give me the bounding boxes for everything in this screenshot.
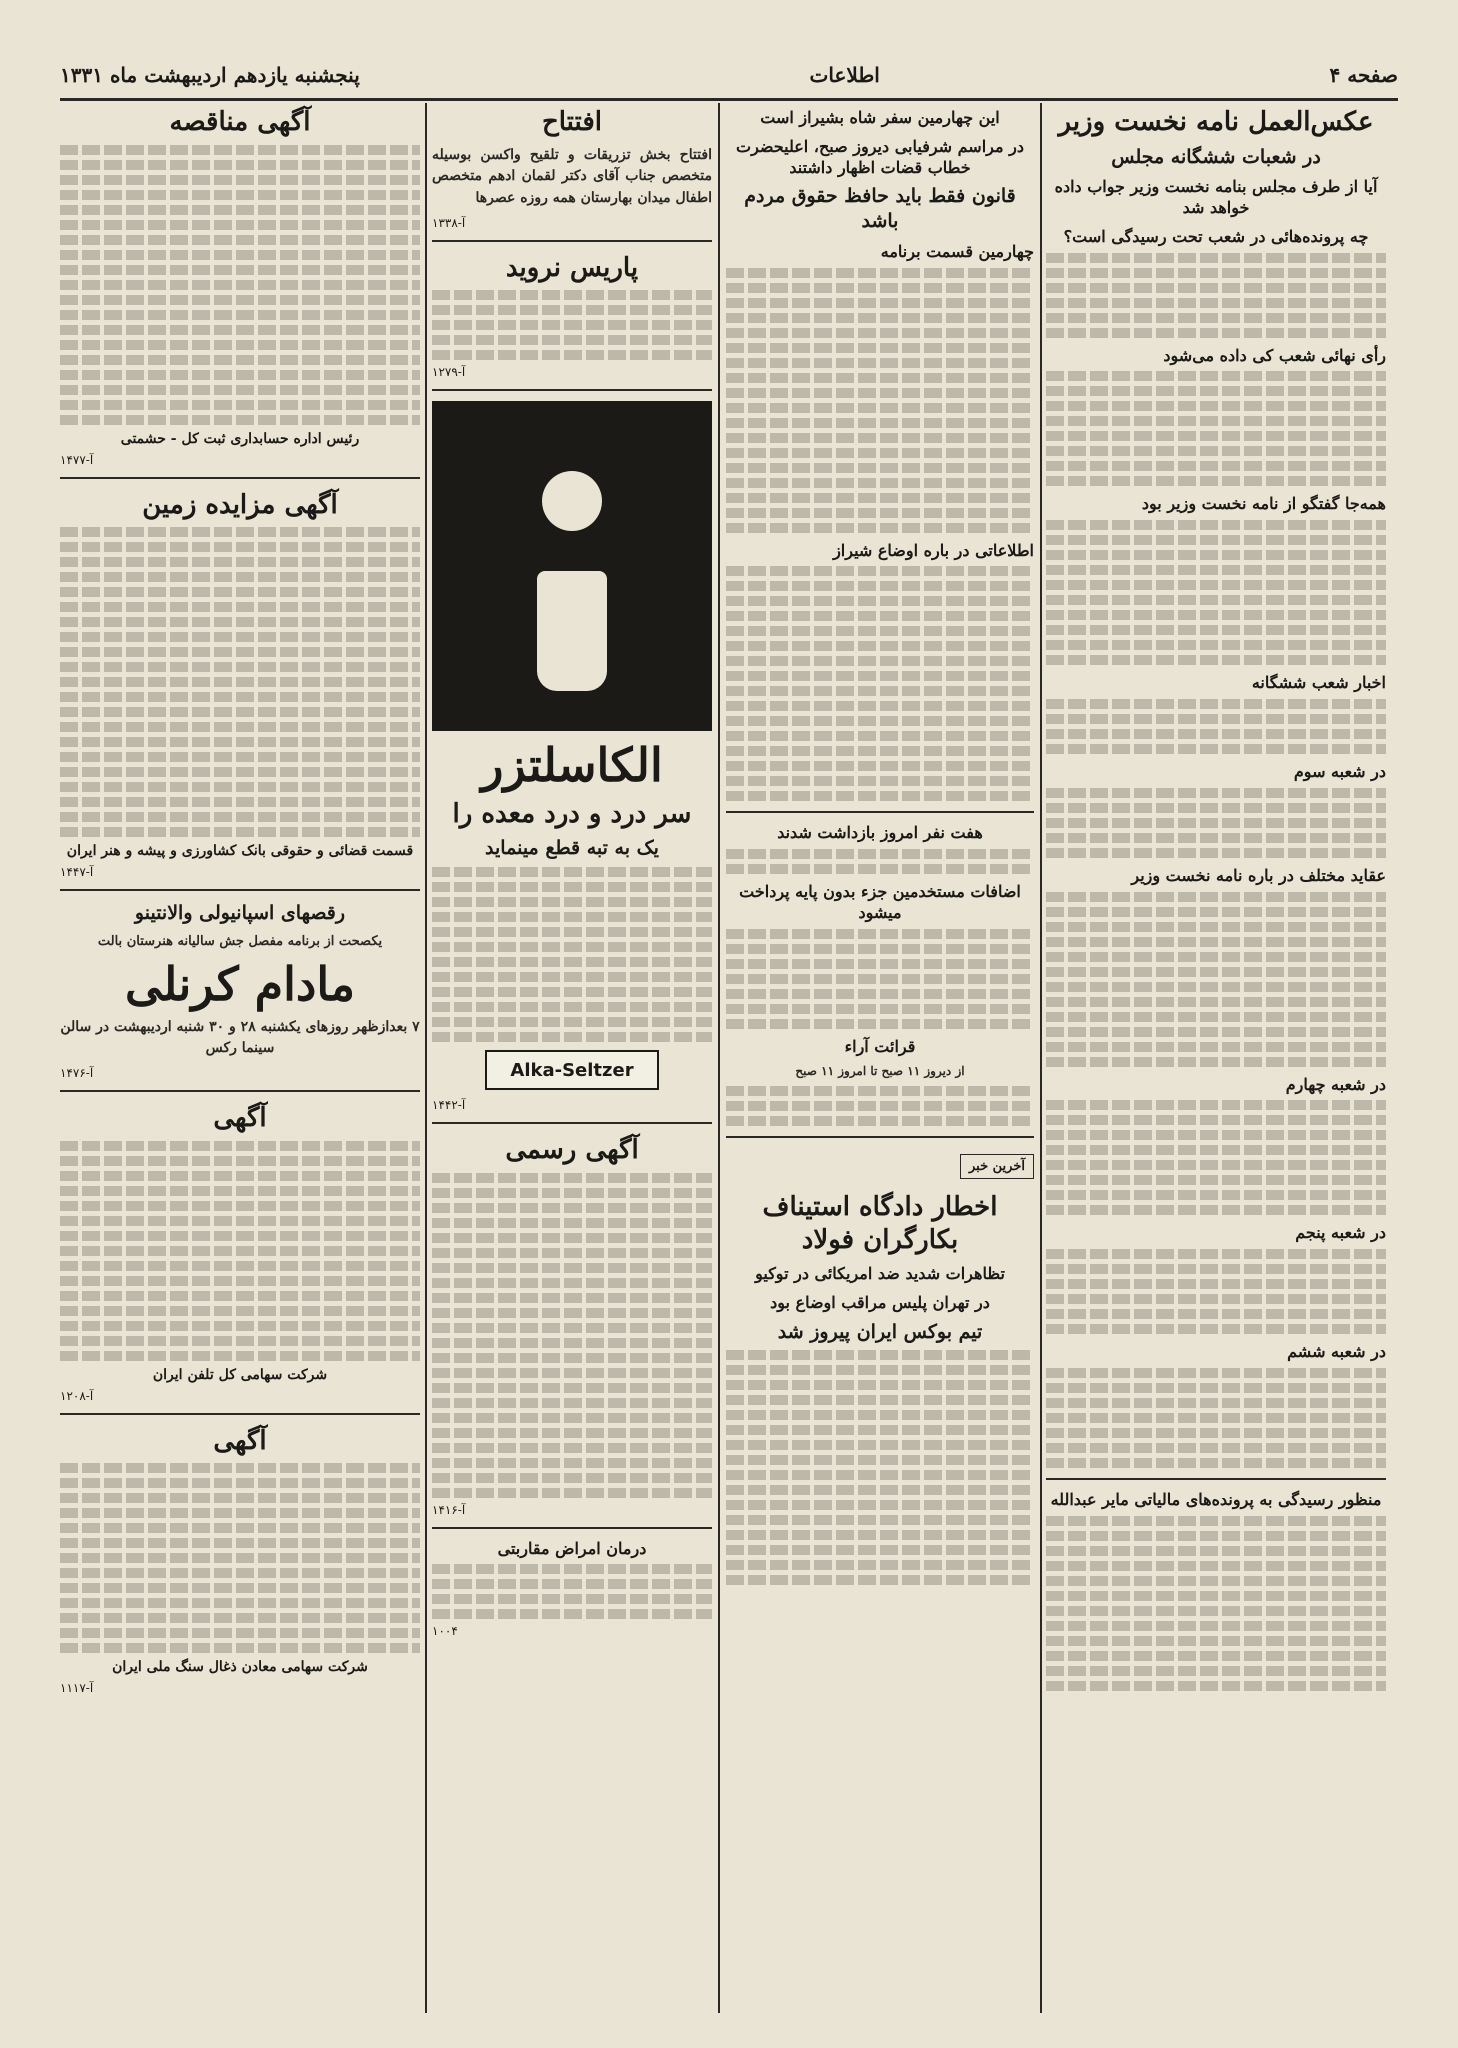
ad-heading: درمان امراض مقاربتی bbox=[497, 1538, 647, 1558]
section-heading: اضافات مستخدمین جزء بدون پایه پرداخت میشود bbox=[739, 882, 1021, 922]
kicker: این چهارمین سفر شاه بشیراز است bbox=[760, 108, 1000, 127]
ad-illustration bbox=[432, 401, 712, 731]
subheadline: تظاهرات شدید ضد امریکائی در توکیو bbox=[755, 1264, 1005, 1284]
column-divider bbox=[425, 103, 427, 2013]
performer-name: مادام کرنلی bbox=[124, 956, 356, 1011]
section-heading: در شعبه سوم bbox=[1293, 761, 1386, 781]
headline: اخطار دادگاه استیناف بکارگران فولاد bbox=[762, 1192, 998, 1255]
ad-heading: پاریس نروید bbox=[505, 252, 639, 283]
brand-slogan: سر درد و درد معده را bbox=[452, 798, 692, 829]
ad-text: ۷ بعدازظهر روزهای یکشنبه ۲۸ و ۳۰ شنبه اردیبهشت در سالن سینما رکس bbox=[60, 1018, 420, 1057]
latest-news-label: آخرین خبر bbox=[960, 1154, 1034, 1179]
section-heading: منظور رسیدگی به پرونده‌های مالیاتی مایر عبدالله bbox=[1050, 1489, 1382, 1509]
ad-code: ۱۴۷۷-آ bbox=[60, 452, 94, 467]
section-heading: چهارمین قسمت برنامه bbox=[880, 241, 1034, 261]
ad-signature: قسمت قضائی و حقوقی بانک کشاورزی و پیشه و هنر ایران bbox=[66, 843, 414, 859]
headline: در مراسم شرفیابی دیروز صبح، اعلیحضرت خطاب قضات اظهار داشتند bbox=[736, 136, 1024, 177]
question-headline-2: چه پرونده‌هائی در شعب تحت رسیدگی است؟ bbox=[1063, 226, 1369, 246]
ad-code: ۱۴۴۲-آ bbox=[432, 1098, 466, 1113]
headline: تیم بوکس ایران پیروز شد bbox=[777, 1320, 983, 1343]
masthead bbox=[60, 55, 1398, 95]
ad-heading: آگهی bbox=[213, 1425, 267, 1456]
ad-code: ۱۴۱۶-آ bbox=[432, 1502, 466, 1517]
ad-heading: افتتاح bbox=[541, 107, 603, 137]
votes-window: از دیروز ۱۱ صبح تا امروز ۱۱ صبح bbox=[795, 1063, 965, 1078]
ad-signature: شرکت سهامی کل تلفن ایران bbox=[152, 1366, 328, 1383]
ad-heading: آگهی مناقصه bbox=[169, 107, 311, 137]
ad-code: ۱۲۰۸-آ bbox=[60, 1388, 94, 1403]
ad-heading: رقصهای اسپانیولی والانتینو bbox=[134, 902, 346, 924]
ad-heading: آگهی مزایده زمین bbox=[142, 489, 338, 520]
ad-text: افتتاح بخش تزریقات و تلقیح واکسن بوسیله متخصص جناب آقای دکتر لقمان ادهم متخصص اطفال میدان بهارستان همه روزه عصرها bbox=[432, 146, 712, 206]
brand-name: الکاسلتزر bbox=[481, 738, 663, 793]
column-ads-middle bbox=[432, 100, 712, 2005]
section-heading: قرائت آراء bbox=[844, 1036, 916, 1056]
section-heading: اخبار شعب ششگانه bbox=[1251, 673, 1386, 693]
ad-heading: آگهی bbox=[213, 1103, 267, 1134]
section-heading: در شعبه چهارم bbox=[1285, 1074, 1386, 1094]
brand-slogan-2: یک به تبه قطع مینماید bbox=[485, 837, 659, 860]
section-heading: همه‌جا گفتگو از نامه نخست وزیر بود bbox=[1141, 494, 1386, 514]
headline: عکس‌العمل نامه نخست وزیر bbox=[1058, 107, 1374, 137]
ad-code: ۱۳۳۸-آ bbox=[432, 215, 466, 230]
quote-headline: قانون فقط باید حافظ حقوق مردم باشد bbox=[744, 185, 1016, 233]
ad-code: ۱۰۰۴ bbox=[432, 1624, 458, 1639]
column-ads-left bbox=[60, 100, 420, 2005]
subheadline: در شعبات ششگانه مجلس bbox=[1111, 145, 1321, 168]
paper-name: اطلاعات bbox=[809, 63, 880, 87]
ad-subheading: یکصحت از برنامه مفصل جش سالیانه هنرستان بالت bbox=[97, 933, 383, 949]
column-shah-shiraz bbox=[726, 100, 1034, 2005]
column-prime-minister bbox=[1046, 100, 1386, 2005]
column-divider bbox=[718, 103, 720, 2013]
section-heading: هفت نفر امروز بازداشت شدند bbox=[777, 823, 983, 843]
ad-heading: آگهی رسمی bbox=[505, 1135, 639, 1166]
ad-code: ۱۱۱۷-آ bbox=[60, 1681, 94, 1696]
section-heading: در شعبه پنجم bbox=[1295, 1223, 1386, 1243]
section-heading: اطلاعاتی در باره اوضاع شیراز bbox=[833, 540, 1034, 560]
product-box: Alka-Seltzer bbox=[485, 1050, 659, 1090]
ad-code: ۱۴۴۷-آ bbox=[60, 865, 94, 879]
ad-code: ۱۲۷۹-آ bbox=[432, 365, 466, 380]
issue-date: پنجشنبه یازدهم اردیبهشت ماه ۱۳۳۱ bbox=[60, 63, 360, 87]
section-heading: در شعبه ششم bbox=[1287, 1342, 1386, 1362]
ad-signature: شرکت سهامی معادن ذغال سنگ ملی ایران bbox=[112, 1659, 368, 1676]
ad-code: ۱۴۷۶-آ bbox=[60, 1066, 94, 1081]
subheadline: در تهران پلیس مراقب اوضاع بود bbox=[770, 1292, 990, 1312]
ad-signature: رئیس اداره حسابداری ثبت کل - حشمتی bbox=[120, 430, 360, 447]
section-heading: عقاید مختلف در باره نامه نخست وزیر bbox=[1131, 865, 1386, 885]
column-divider bbox=[1040, 103, 1042, 2013]
question-headline: آیا از طرف مجلس بنامه نخست وزیر جواب داده خواهد شد bbox=[1054, 177, 1378, 217]
section-heading: رأی نهائی شعب کی داده می‌شود bbox=[1163, 345, 1386, 365]
page-number: صفحه ۴ bbox=[1329, 63, 1398, 87]
